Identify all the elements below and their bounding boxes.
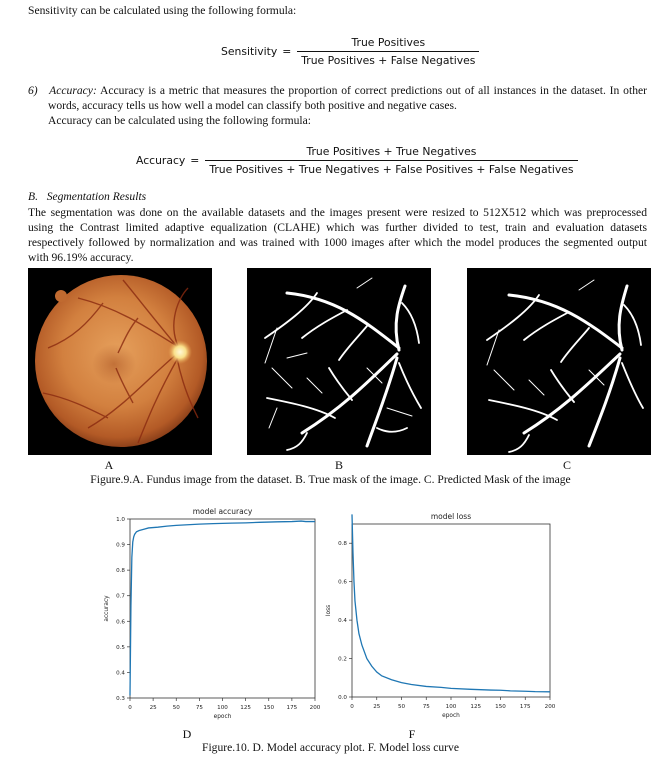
loss-chart-xtick-label: 200 <box>544 704 556 710</box>
loss-chart-xtick-label: 125 <box>470 704 482 710</box>
sensitivity-equals: = <box>282 45 292 58</box>
accuracy-line2: words, accuracy tells us how well a model can classify both positive and negative cases. <box>48 99 457 112</box>
loss-chart-ytick-label: 0.4 <box>338 618 347 625</box>
accuracy-chart-ytick-label: 1.0 <box>116 517 125 523</box>
accuracy-lhs: Accuracy <box>136 154 186 167</box>
accuracy-equals: = <box>190 154 200 167</box>
true-mask-graphic <box>247 268 431 455</box>
accuracy-chart <box>105 505 320 727</box>
figure10-caption: Figure.10. D. Model accuracy plot. F. Model loss curve <box>202 741 459 754</box>
figure9-label-c: C <box>562 458 571 472</box>
accuracy-chart-ytick-label: 0.6 <box>116 619 125 626</box>
sensitivity-formula <box>221 36 479 67</box>
loss-chart-ytick-label: 0.8 <box>338 541 347 548</box>
accuracy-chart-xtick-label: 200 <box>309 705 321 711</box>
loss-chart-axes-frame <box>352 524 550 697</box>
accuracy-numerator: True Positives + True Negatives <box>306 145 477 158</box>
sensitivity-denominator: True Positives + False Negatives <box>297 51 479 67</box>
sensitivity-lhs: Sensitivity <box>221 45 278 58</box>
fundus-image <box>28 268 212 455</box>
accuracy-chart-ylabel: accuracy <box>104 595 110 622</box>
accuracy-number: 6) <box>28 84 38 97</box>
figure9-label-b: B <box>334 458 343 472</box>
accuracy-formula <box>136 145 578 176</box>
accuracy-chart-ytick-label: 0.8 <box>116 568 125 575</box>
accuracy-chart-axes-frame <box>130 519 315 698</box>
accuracy-chart-xtick-label: 125 <box>240 705 251 711</box>
accuracy-denominator: True Positives + True Negatives + False Positives + False Negatives <box>205 160 577 176</box>
segmentation-line-2: using the Contrast limited adaptive equalization (CLAHE) which was further divided to test, train and evaluation datasets <box>28 221 647 234</box>
segmentation-heading-text: Segmentation Results <box>46 190 147 203</box>
true-mask-image <box>247 268 431 455</box>
loss-chart-xtick-label: 100 <box>445 704 457 710</box>
accuracy-line1: Accuracy is a metric that measures the proportion of correct predictions out of all instances in the dataset. In other <box>100 84 647 97</box>
segmentation-line-4: with 96.19% accuracy. <box>28 251 134 264</box>
loss-chart-series-line <box>352 514 550 691</box>
predicted-mask-image <box>467 268 651 455</box>
segmentation-line-1: The segmentation was done on the available datasets and the images present were resized to 512X512 which was preprocessed <box>28 206 647 219</box>
figure9-label-a: A <box>104 458 114 472</box>
loss-chart-xtick-label: 50 <box>397 704 406 710</box>
segmentation-line-3: respectively followed by normalization and was trained with 1000 images after which the model produces the segmented output <box>28 236 647 249</box>
fundus-image-graphic <box>28 268 212 455</box>
accuracy-chart-xlabel: epoch <box>213 714 232 720</box>
segmentation-heading-letter: B. <box>28 190 38 203</box>
sensitivity-numerator: True Positives <box>351 36 426 49</box>
predicted-mask-graphic <box>467 268 651 455</box>
accuracy-chart-ytick-label: 0.9 <box>116 542 125 549</box>
figure10-label-f: F <box>408 727 416 741</box>
accuracy-chart-series-line <box>130 521 315 695</box>
loss-chart-ytick-label: 0.2 <box>338 656 347 663</box>
loss-chart-ytick-label: 0.0 <box>338 695 347 701</box>
accuracy-chart-ytick-label: 0.7 <box>116 593 125 600</box>
loss-chart-xtick-label: 0 <box>350 704 354 710</box>
loss-chart-xlabel: epoch <box>442 713 460 719</box>
sensitivity-fraction <box>297 36 479 67</box>
loss-chart-xtick-label: 75 <box>422 704 430 710</box>
accuracy-chart-title: model accuracy <box>192 507 253 516</box>
loss-chart-xtick-label: 25 <box>373 704 381 710</box>
figure9-caption: Figure.9.A. Fundus image from the dataset. B. True mask of the image. C. Predicted Mask of the image <box>90 473 571 486</box>
accuracy-chart-ytick-label: 0.5 <box>116 644 125 651</box>
accuracy-chart-ytick-label: 0.3 <box>116 696 125 702</box>
accuracy-chart-xtick-label: 175 <box>286 705 298 711</box>
accuracy-fraction <box>205 145 577 176</box>
accuracy-title: Accuracy: <box>49 84 97 97</box>
figure10-label-d: D <box>182 727 192 741</box>
loss-chart-xtick-label: 175 <box>519 704 531 710</box>
accuracy-chart-ytick-label: 0.4 <box>116 670 125 677</box>
accuracy-chart-xtick-label: 0 <box>128 705 132 711</box>
accuracy-chart-xtick-label: 25 <box>149 705 157 711</box>
segmentation-heading <box>28 190 146 205</box>
loss-chart-ylabel: loss <box>326 604 332 617</box>
intro-text: Sensitivity can be calculated using the following formula: <box>28 4 297 17</box>
accuracy-line3: Accuracy can be calculated using the following formula: <box>48 114 312 127</box>
accuracy-chart-xtick-label: 50 <box>172 705 180 711</box>
loss-chart <box>325 510 555 725</box>
loss-chart-ytick-label: 0.6 <box>338 579 347 586</box>
loss-chart-title: model loss <box>430 512 472 521</box>
accuracy-chart-xtick-label: 150 <box>263 705 275 711</box>
accuracy-paragraph-line1 <box>28 84 647 99</box>
accuracy-chart-xtick-label: 100 <box>217 705 228 711</box>
accuracy-chart-xtick-label: 75 <box>195 705 203 711</box>
loss-chart-xtick-label: 150 <box>495 704 506 710</box>
